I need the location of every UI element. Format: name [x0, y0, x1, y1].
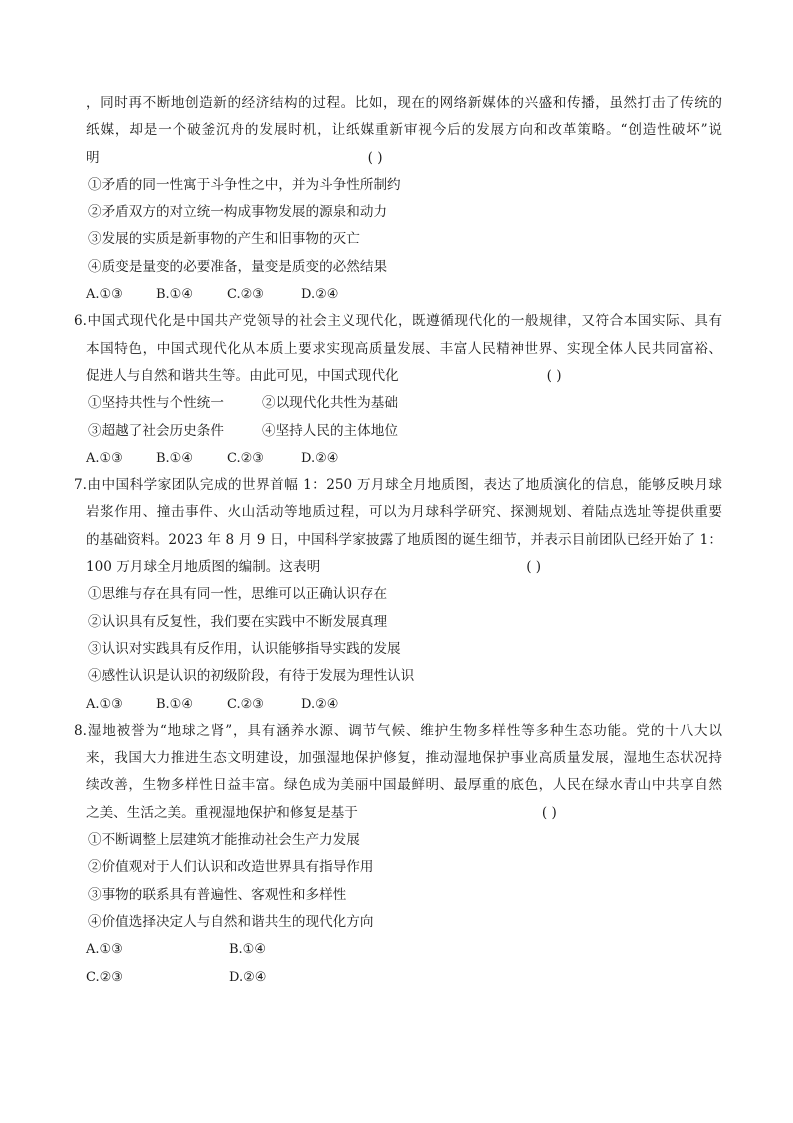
option-1: ①矛盾的同一性寓于斗争性之中，并为斗争性所制约: [88, 176, 401, 193]
question-5-line-1: ，同时再不断地创造新的经济结构的过程。比如，现在的网络新媒体的兴盛和传播，虽然打击了传统的: [86, 95, 722, 111]
answer-choices: [86, 445, 722, 472]
question-8-stem-end: 之美、生活之美。重视湿地保护和修复是基于: [86, 804, 358, 821]
option-2: ②矛盾双方的对立统一构成事物发展的源泉和动力: [88, 204, 388, 221]
document-content: [74, 90, 722, 991]
answer-choices: [86, 281, 722, 308]
option-4: ④价值选择决定人与自然和谐共生的现代化方向: [88, 913, 374, 930]
option-3: ③发展的实质是新事物的产生和旧事物的灭亡: [88, 231, 360, 248]
option-2: ②以现代化共性为基础: [262, 395, 398, 412]
choice-a: A.①③: [86, 942, 123, 958]
question-7: [74, 472, 722, 718]
answer-choices-row-2: [86, 964, 722, 991]
choice-b: B.①④: [229, 942, 266, 958]
option-4: ④坚持人民的主体地位: [262, 422, 398, 439]
question-6-line-3: [86, 363, 722, 390]
question-6-line-2: 本国特色，中国式现代化从本质上要求实现高质量发展、丰富人民精神世界、实现全体人民共同富裕、: [86, 340, 722, 357]
answer-paren: ( ): [526, 559, 542, 576]
choice-a: A.①③: [86, 696, 123, 712]
question-8-line-4: [86, 800, 722, 827]
question-8: [74, 718, 722, 991]
question-7-line-4: [86, 554, 722, 581]
question-6: [74, 308, 722, 472]
answer-paren: ( ): [546, 367, 562, 384]
question-7-line-2: 岩浆作用、撞击事件、火山活动等地质过程，可以为月球科学研究、探测规划、着陆点选址等提供重要: [86, 504, 722, 521]
choice-d: D.②④: [301, 287, 339, 303]
question-8-line-1: 8.湿地被誉为“地球之肾”，具有涵养水源、调节气候、维护生物多样性等多种生态功能。党的十八大以: [74, 722, 722, 739]
answer-paren: ( ): [367, 149, 383, 166]
question-8-line-3: 续改善，生物多样性日益丰富。绿色成为美丽中国最鲜明、最厚重的底色，人民在绿水青山中共享自然: [86, 777, 722, 794]
question-5-line-3: [86, 145, 722, 172]
answer-choices-row-1: [86, 936, 722, 963]
question-6-stem-end: 促进人与自然和谐共生等。由此可见，中国式现代化: [86, 367, 399, 384]
question-6-line-1: 6.中国式现代化是中国共产党领导的社会主义现代化，既遵循现代化的一般规律，又符合本国实际、具有: [74, 313, 722, 330]
option-2: ②认识具有反复性，我们要在实践中不断发展真理: [88, 613, 388, 630]
option-1: ①思维与存在具有同一性，思维可以正确认识存在: [88, 586, 388, 603]
question-7-line-3: 的基础资料。2023 年 8 月 9 日，中国科学家披露了地质图的诞生细节，并表示目前团队已经开始了 1：: [86, 531, 722, 548]
choice-d: D.②④: [301, 450, 339, 466]
option-3: ③超越了社会历史条件: [88, 422, 224, 439]
choice-c: C.②③: [227, 287, 264, 303]
choice-c: C.②③: [227, 696, 264, 712]
choice-b: B.①④: [156, 696, 193, 712]
choice-a: A.①③: [86, 287, 123, 303]
question-7-line-1: 7.由中国科学家团队完成的世界首幅 1：250 万月球全月地质图，表达了地质演化的信息，能够反映月球: [74, 477, 722, 494]
choice-d: D.②④: [229, 969, 267, 985]
question-5-line-2: 纸媒，却是一个破釜沉舟的发展时机，让纸媒重新审视今后的发展方向和改革策略。“创造性破坏”说: [86, 122, 722, 139]
question-5-stem-end: 明: [86, 149, 100, 166]
option-row-1: [86, 390, 722, 417]
option-3: ③认识对实践具有反作用，认识能够指导实践的发展: [88, 640, 401, 657]
choice-d: D.②④: [301, 696, 339, 712]
option-4: ④感性认识是认识的初级阶段，有待于发展为理性认识: [88, 668, 415, 685]
choice-a: A.①③: [86, 450, 123, 466]
choice-c: C.②③: [86, 969, 123, 985]
option-2: ②价值观对于人们认识和改造世界具有指导作用: [88, 859, 374, 876]
choice-b: B.①④: [156, 450, 193, 466]
choice-b: B.①④: [156, 287, 193, 303]
option-3: ③事物的联系具有普遍性、客观性和多样性: [88, 886, 347, 903]
question-7-stem-end: 100 万月球全月地质图的编制。这表明: [86, 559, 321, 576]
question-8-line-2: 来，我国大力推进生态文明建设，加强湿地保护修复，推动湿地保护事业高质量发展，湿地生态状况持: [86, 750, 722, 767]
answer-paren: ( ): [541, 804, 557, 821]
option-1: ①不断调整上层建筑才能推动社会生产力发展: [88, 832, 360, 849]
answer-choices: [86, 691, 722, 718]
option-row-2: [86, 418, 722, 445]
option-4: ④质变是量变的必要准备，量变是质变的必然结果: [88, 258, 388, 275]
option-1: ①坚持共性与个性统一: [88, 395, 224, 412]
choice-c: C.②③: [227, 450, 264, 466]
question-5: [86, 90, 722, 308]
